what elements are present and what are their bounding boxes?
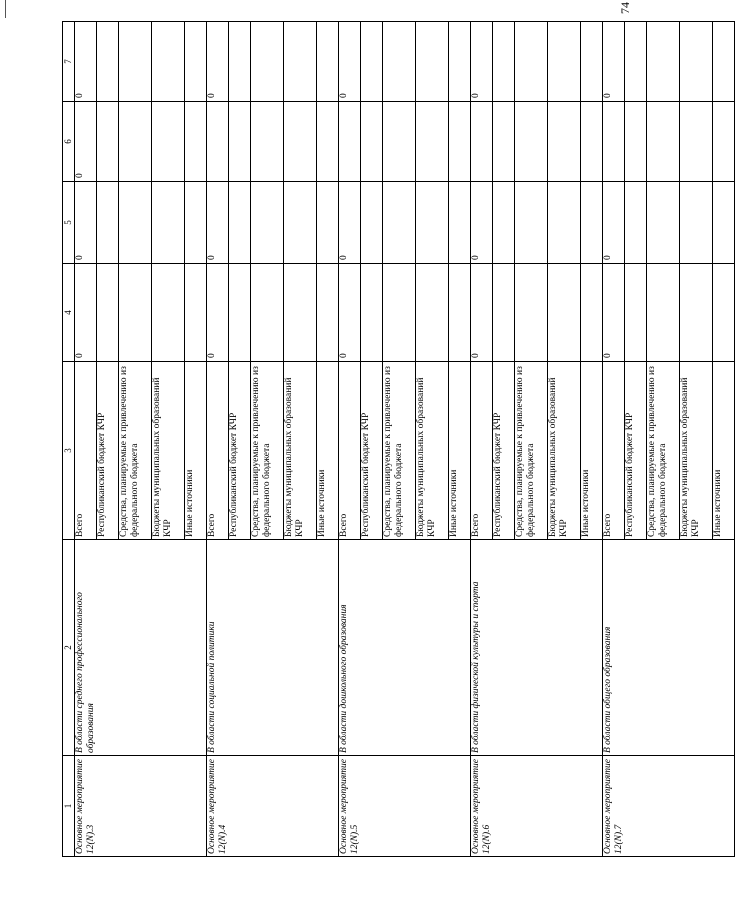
value-cell [317,22,339,102]
measure-cell: Основное мероприятие 12(N).5 [339,756,471,857]
value-cell: 0 [603,22,625,102]
value-cell [647,182,680,264]
value-cell [493,264,515,362]
value-cell [515,102,548,182]
value-cell [152,182,185,264]
area-cell: В области общего образования [603,540,735,756]
value-cell [317,182,339,264]
source-cell: Бюджеты муниципальных образований КЧР [680,362,713,540]
value-cell [449,102,471,182]
value-cell [383,264,416,362]
value-cell [713,182,735,264]
value-cell [284,102,317,182]
value-cell [185,22,207,102]
source-cell: Всего [603,362,625,540]
header-cell: 6 [63,102,75,182]
measure-cell: Основное мероприятие 12(N).6 [471,756,603,857]
source-cell: Средства, планируемые к привлечению из федерального бюджета [383,362,416,540]
value-cell [625,102,647,182]
value-cell [581,102,603,182]
source-cell: Республиканский бюджет КЧР [625,362,647,540]
value-cell [284,182,317,264]
source-cell: Бюджеты муниципальных образований КЧР [416,362,449,540]
source-cell: Республиканский бюджет КЧР [493,362,515,540]
value-cell: 0 [75,102,97,182]
value-cell [625,22,647,102]
value-cell [152,22,185,102]
source-cell: Средства, планируемые к привлечению из федерального бюджета [119,362,152,540]
value-cell [625,182,647,264]
table-row [339,22,361,857]
value-cell: 0 [339,22,361,102]
scan-edge-mark [5,0,6,18]
source-cell: Всего [471,362,493,540]
value-cell [185,264,207,362]
value-cell [713,102,735,182]
value-cell [251,182,284,264]
value-cell [229,102,251,182]
value-cell: 0 [207,264,229,362]
source-cell: Бюджеты муниципальных образований КЧР [548,362,581,540]
value-cell: 0 [603,182,625,264]
area-cell: В области дошкольного образования [339,540,471,756]
source-cell: Иные источники [449,362,471,540]
header-cell: 4 [63,264,75,362]
value-cell [647,102,680,182]
header-cell: 1 [63,756,75,857]
value-cell [647,22,680,102]
value-cell: 0 [207,182,229,264]
value-cell [515,22,548,102]
source-cell: Республиканский бюджет КЧР [229,362,251,540]
value-cell [317,102,339,182]
value-cell [284,22,317,102]
value-cell: 0 [471,264,493,362]
value-cell [284,264,317,362]
source-cell: Бюджеты муниципальных образований КЧР [152,362,185,540]
value-cell [471,102,493,182]
source-cell: Иные источники [317,362,339,540]
value-cell [339,102,361,182]
value-cell [581,22,603,102]
value-cell [152,102,185,182]
value-cell [383,22,416,102]
value-cell [680,22,713,102]
value-cell [416,182,449,264]
value-cell [229,182,251,264]
source-cell: Иные источники [185,362,207,540]
table-row [603,22,625,857]
value-cell [361,264,383,362]
value-cell [581,264,603,362]
value-cell: 0 [75,264,97,362]
rotated-table-wrapper [62,22,723,857]
funding-table-body [63,22,735,857]
source-cell: Всего [207,362,229,540]
area-cell: В области физической культуры и спорта [471,540,603,756]
value-cell [680,102,713,182]
source-cell: Бюджеты муниципальных образований КЧР [284,362,317,540]
value-cell [713,22,735,102]
value-cell [97,264,119,362]
value-cell [515,264,548,362]
value-cell [229,264,251,362]
source-cell: Республиканский бюджет КЧР [361,362,383,540]
header-cell: 2 [63,540,75,756]
value-cell: 0 [75,182,97,264]
value-cell [119,264,152,362]
value-cell [383,102,416,182]
value-cell [119,22,152,102]
value-cell [449,264,471,362]
value-cell: 0 [471,182,493,264]
value-cell [603,102,625,182]
value-cell [317,264,339,362]
measure-cell: Основное мероприятие 12(N).7 [603,756,735,857]
value-cell: 0 [207,22,229,102]
source-cell: Средства, планируемые к привлечению из федерального бюджета [251,362,284,540]
value-cell [548,102,581,182]
table-row [75,22,97,857]
value-cell [548,264,581,362]
source-cell: Средства, планируемые к привлечению из федерального бюджета [515,362,548,540]
value-cell [493,182,515,264]
value-cell [548,182,581,264]
source-cell: Всего [339,362,361,540]
table-row [471,22,493,857]
value-cell [119,102,152,182]
value-cell: 0 [339,264,361,362]
value-cell [97,102,119,182]
value-cell: 0 [471,22,493,102]
area-cell: В области среднего профессионального образования [75,540,207,756]
source-cell: Всего [75,362,97,540]
value-cell [515,182,548,264]
value-cell [207,102,229,182]
area-cell: В области социальной политики [207,540,339,756]
header-cell: 5 [63,182,75,264]
value-cell [493,22,515,102]
table-row [207,22,229,857]
source-cell: Иные источники [581,362,603,540]
value-cell [119,182,152,264]
value-cell [416,264,449,362]
page-number: 74 [618,2,632,14]
value-cell [152,264,185,362]
value-cell: 0 [75,22,97,102]
value-cell [361,182,383,264]
value-cell: 0 [603,264,625,362]
value-cell [185,182,207,264]
value-cell [713,264,735,362]
value-cell [383,182,416,264]
measure-cell: Основное мероприятие 12(N).3 [75,756,207,857]
value-cell [97,182,119,264]
header-cell: 7 [63,22,75,102]
value-cell [680,182,713,264]
value-cell [449,182,471,264]
value-cell [361,102,383,182]
value-cell [251,22,284,102]
value-cell [647,264,680,362]
value-cell [680,264,713,362]
value-cell [548,22,581,102]
measure-cell: Основное мероприятие 12(N).4 [207,756,339,857]
value-cell [251,102,284,182]
value-cell [361,22,383,102]
value-cell [251,264,284,362]
header-row [63,22,75,857]
value-cell [416,102,449,182]
value-cell [493,102,515,182]
source-cell: Республиканский бюджет КЧР [97,362,119,540]
source-cell: Иные источники [713,362,735,540]
value-cell [97,22,119,102]
source-cell: Средства, планируемые к привлечению из федерального бюджета [647,362,680,540]
value-cell [581,182,603,264]
value-cell [625,264,647,362]
value-cell [185,102,207,182]
value-cell [449,22,471,102]
value-cell: 0 [339,182,361,264]
funding-table [62,21,735,857]
value-cell [229,22,251,102]
header-cell: 3 [63,362,75,540]
value-cell [416,22,449,102]
